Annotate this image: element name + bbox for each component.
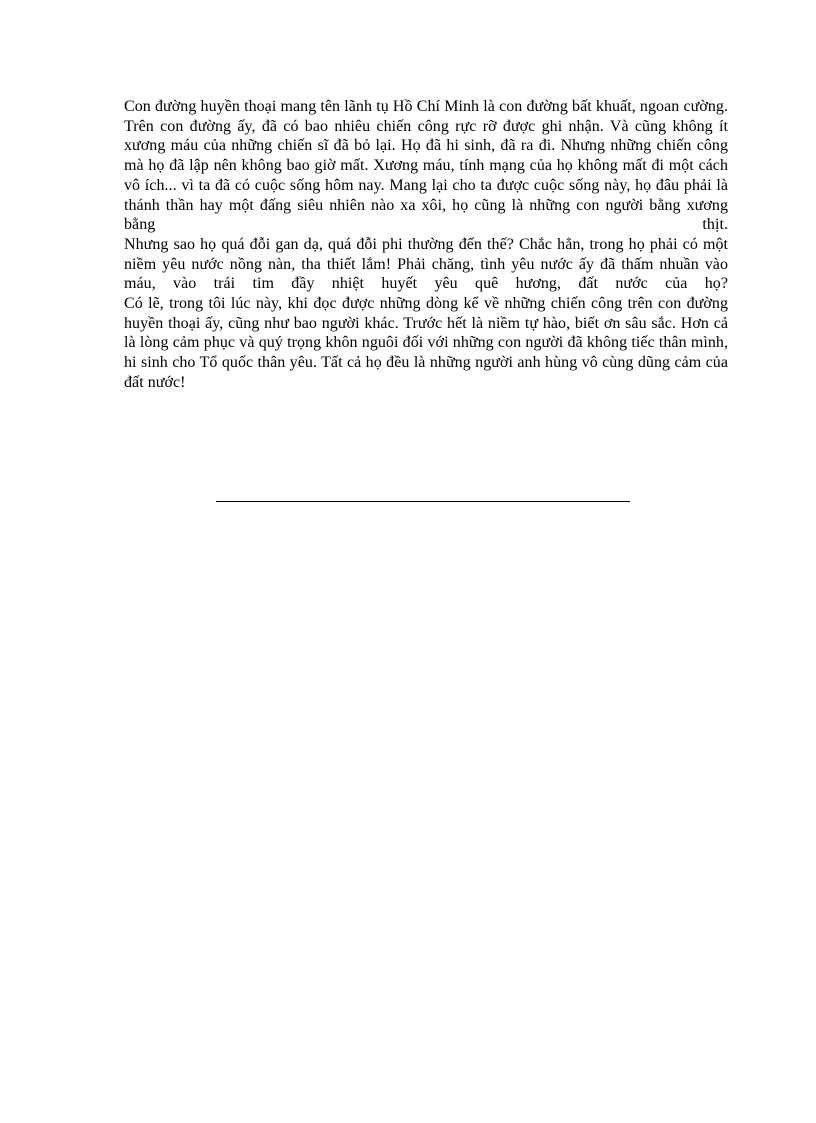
paragraph-2: Nhưng sao họ quá đỗi gan dạ, quá đỗi phi thường đến thế? Chắc hẳn, trong họ phải có một niềm yêu nước nồng nàn, tha thiết lắm! Phải chăng, tình yêu nước ấy đã thấm nhuần vào máu, vào trái tim đầy nhiệt huyết yêu quê hương, đất nước của họ? (124, 235, 728, 293)
body-text (124, 97, 728, 393)
paragraph-1: Con đường huyền thoại mang tên lãnh tụ Hồ Chí Minh là con đường bất khuất, ngoan cường. Trên con đường ấy, đã có bao nhiêu chiến công rực rỡ được ghi nhận. Và cũng không ít xương máu của những chiến sĩ đã bỏ lại. Họ đã hi sinh, đã ra đi. Nhưng những chiến công mà họ đã lập nên không bao giờ mất. Xương máu, tính mạng của họ không mất đi một cách vô ích... vì ta đã có cuộc sống hôm nay. Mang lại cho ta được cuộc sống này, họ đâu phải là thánh thần hay một đấng siêu nhiên nào xa xôi, họ cũng là những con người bằng xương bằng thịt. (124, 98, 728, 234)
paragraph-3: Có lẽ, trong tôi lúc này, khi đọc được những dòng kể về những chiến công trên con đường huyền thoại ấy, cũng như bao người khác. Trước hết là niềm tự hào, biết ơn sâu sắc. Hơn cả là lòng cảm phục và quý trọng khôn nguôi đối với những con người đã không tiếc thân mình, hi sinh cho Tổ quốc thân yêu. Tất cả họ đều là những người anh hùng vô cùng dũng cảm của đất nước! (124, 295, 728, 391)
horizontal-divider (216, 501, 630, 502)
